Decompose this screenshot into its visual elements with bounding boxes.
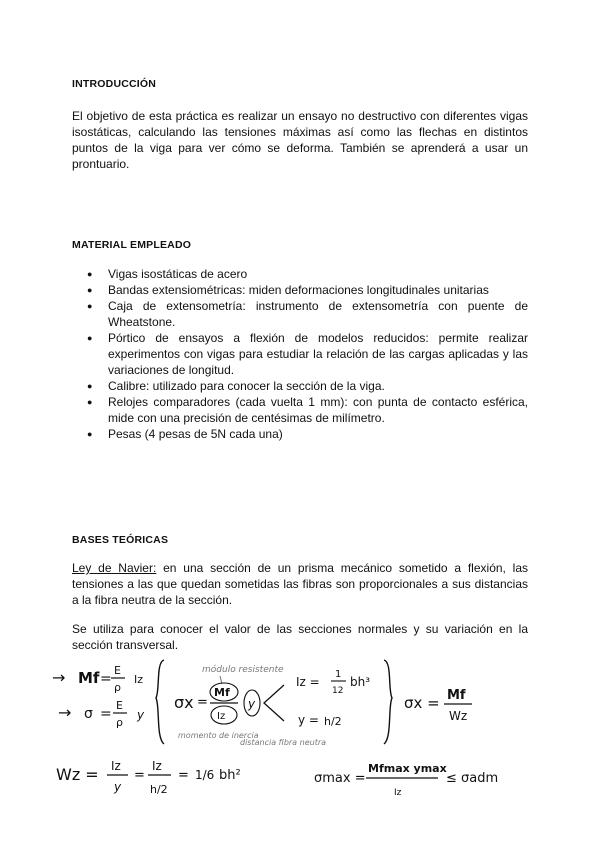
sigma-1: σ <box>84 706 93 722</box>
le-sigma-adm: ≤ σadm <box>446 771 499 786</box>
one: 1 <box>335 669 342 680</box>
y-eq: y = <box>298 713 319 727</box>
usage-text: Se utiliza para conocer el valor de las secciones normales y su variación en la sección transversal. <box>72 622 528 652</box>
modulo-resistente-note: módulo resistente <box>202 665 284 675</box>
eq-1: = <box>100 671 112 687</box>
mf-result: Mf <box>447 688 466 703</box>
sigma-x-result: σx = <box>404 694 440 712</box>
left-brace <box>156 660 164 744</box>
frac-y: y <box>114 780 122 794</box>
material-item: ● Pesas (4 pesas de 5N cada una) <box>108 426 528 442</box>
mfmax-ymax: Mfmax ymax <box>368 762 447 775</box>
material-item: ● Caja de extensometría: instrumento de extensometría con puente de Wheatstone. <box>108 298 528 330</box>
bh2: bh² <box>219 768 241 783</box>
rho-1: ρ <box>114 681 121 694</box>
frac-h2: h/2 <box>150 783 168 796</box>
bases-heading: BASES TEÓRICAS <box>72 534 169 546</box>
e-1: E <box>114 664 121 677</box>
iz-1: Iz <box>134 673 144 686</box>
wz-eq: Wz = <box>56 765 99 784</box>
rho-2: ρ <box>116 716 123 729</box>
navier-law-text: en una sección de un prisma mecánico sometido a flexión, las tensiones a las que quedan sometidas las fibras son proporcionales a sus distancias a la fibra neutra de la sección. <box>72 561 529 607</box>
wz-result: Wz <box>449 709 468 723</box>
eq-2: = <box>100 706 112 722</box>
sigma-max: σmax = <box>314 771 366 786</box>
bh3: bh³ <box>350 675 371 689</box>
arrow-2: → <box>58 703 72 722</box>
mf-circle-text: Mf <box>214 686 230 699</box>
y-1: y <box>137 708 145 722</box>
eq-3: = <box>197 695 208 710</box>
split-chevron <box>264 685 284 721</box>
sixth: 1/6 <box>195 768 215 782</box>
twelve: 12 <box>332 686 344 696</box>
distancia-fibra-note: distancia fibra neutra <box>240 738 327 747</box>
navier-law-title: Ley de Navier: <box>72 561 157 575</box>
mf-label: Mf <box>78 669 100 687</box>
sigma-x: σx <box>174 693 194 712</box>
frac-iz-2: Iz <box>152 759 162 773</box>
momento-inercia-note: momento de inercia <box>178 731 259 740</box>
e-2: E <box>116 699 123 712</box>
material-item: ● Pórtico de ensayos a flexión de modelos reducidos: permite realizar experimentos con vigas para estudiar la relación de las cargas aplicadas y las variaciones de longitud. <box>108 330 528 378</box>
eq-5: = <box>178 768 189 783</box>
right-brace <box>384 660 392 744</box>
iz-denominator: Iz <box>394 788 402 798</box>
material-item: ● Vigas isostáticas de acero <box>108 266 528 282</box>
iz-eq: Iz = <box>296 675 320 689</box>
material-item: ● Bandas extensiométricas: miden deformaciones longitudinales unitarias <box>108 282 528 298</box>
material-heading: MATERIAL EMPLEADO <box>72 239 192 251</box>
arrow-1: → <box>52 668 66 687</box>
h-over-2: h/2 <box>324 715 342 728</box>
material-item: ● Relojes comparadores (cada vuelta 1 mm): con punta de contacto esférica, mide con una precisión de centésimas de milímetro. <box>108 394 528 426</box>
material-item: ● Calibre: utilizado para conocer la sección de la viga. <box>108 378 528 394</box>
intro-text: El objetivo de esta práctica es realizar un ensayo no destructivo con diferentes vigas isostáticas, calculando las tensiones máximas así como las flechas en distintos puntos de la viga para ver cómo se deforma. También se aprenderá a usar un prontuario. <box>72 109 528 171</box>
eq-4: = <box>134 768 145 783</box>
frac-iz-1: Iz <box>111 759 121 773</box>
iz-circle-text: Iz <box>217 711 226 722</box>
y-circle-text: y <box>248 697 256 711</box>
intro-heading: INTRODUCCIÓN <box>72 78 157 90</box>
